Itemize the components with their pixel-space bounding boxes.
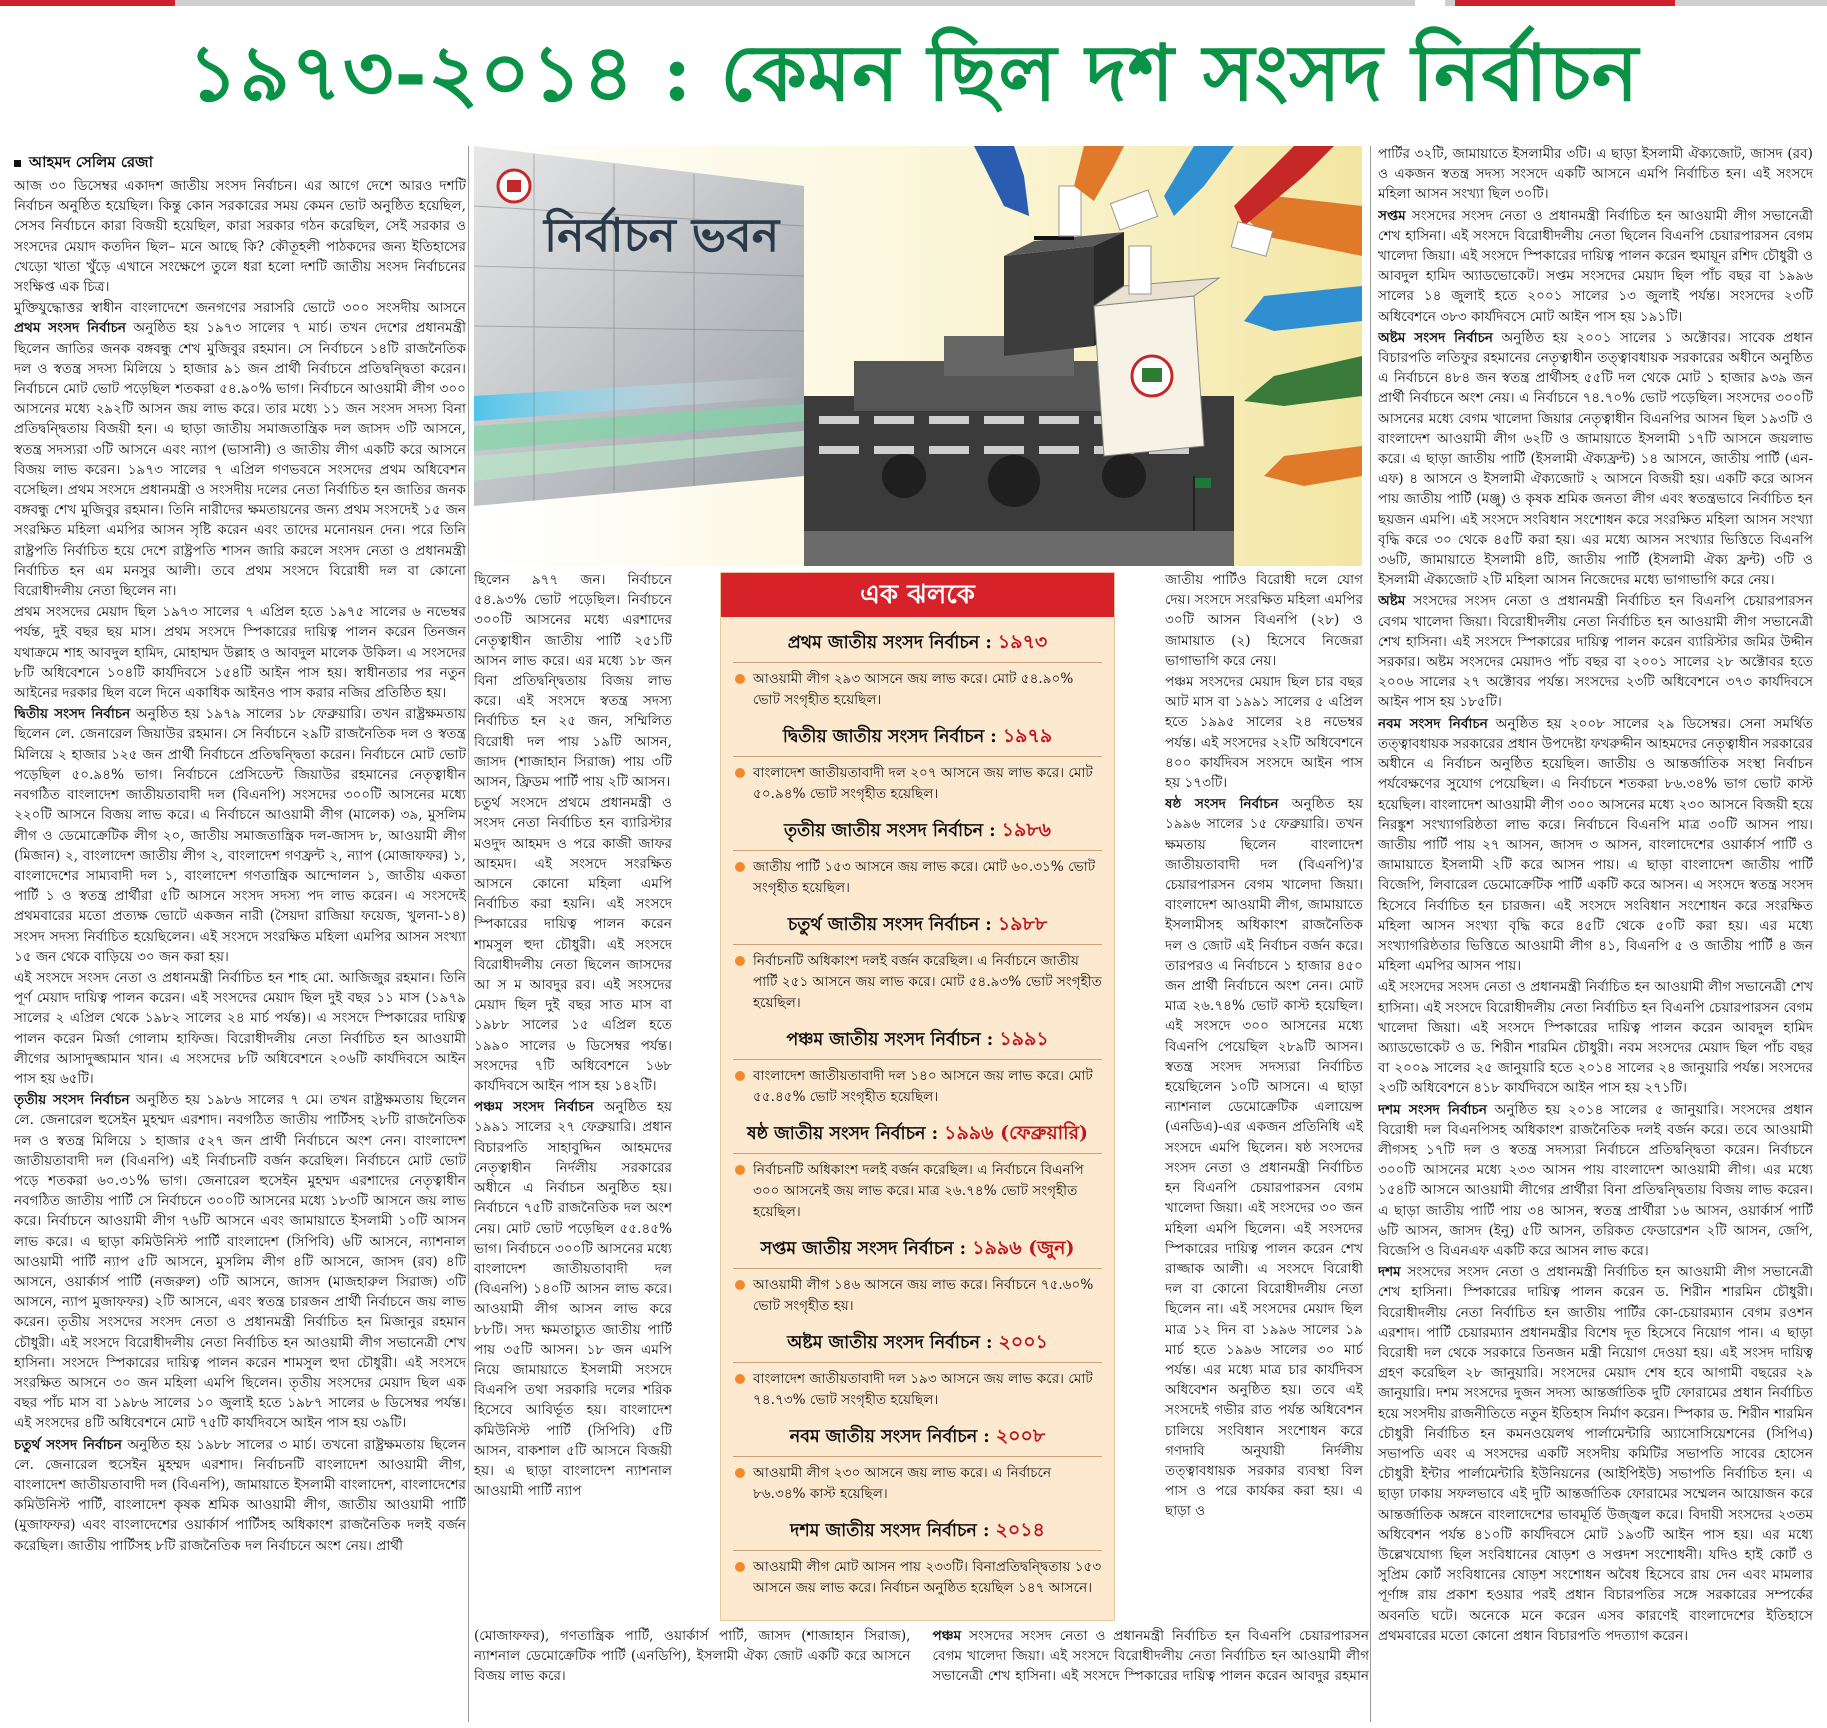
- election-year: ১৯৮৬: [1001, 819, 1052, 841]
- paragraph: [1378, 591, 1813, 712]
- paragraph: (মোজাফফর), গণতান্ত্রিক পার্টি, ওয়ার্কার্স পার্টি, জাসদ (শাজাহান সিরাজ), ন্যাশনাল ডেমোক্রেটিক পার্টি (এনডিপি), ইসলামী ঐক্য জোট একটি করে আসনে বিজয় লাভ করে।: [474, 1628, 911, 1685]
- section-lead: ষষ্ঠ সংসদ নির্বাচন: [1165, 796, 1279, 813]
- article-column-2: [474, 570, 672, 1620]
- glance-entry-title: [733, 1423, 1102, 1457]
- paragraph: ছিলেন ৯৭৭ জন। নির্বাচনে ৫৪.৯৩% ভোট পড়েছিল। নির্বাচনে ৩০০টি আসনের মধ্যে এরশাদের নেতৃত্বাধীন জাতীয় পার্টি ২৫১টি আসন লাভ করে। এর মধ্যে ১৮ জন বিনা প্রতিদ্বন্দ্বিতায় বিজয় লাভ করে। এই সংসদে স্বতন্ত্র সদস্য নির্বাচিত হন ২৫ জন, সম্মিলিত বিরোধী দল পায় ১৯টি আসন, জাসদ (শাজাহান সিরাজ) পায় ৩টি আসন, ফ্রিডম পার্টি পায় ২টি আসন।: [474, 572, 672, 791]
- paragraph: [1378, 1100, 1813, 1262]
- paragraph: পঞ্চম সংসদের মেয়াদ ছিল চার বছর আট মাস বা ১৯৯১ সালের ৫ এপ্রিল হতে ১৯৯৫ সালের ২৪ নভেম্বর পর্যন্ত। এই সংসদের ২২টি অধিবেশনে ৪০০ কার্যদিবস সংসদে আইন পাস হয় ১৭৩টি।: [1165, 674, 1363, 792]
- text: অনুষ্ঠিত হয় ১৯৯৬ সালের ১৫ ফেব্রুয়ারি। তখন ক্ষমতায় ছিলেন বাংলাদেশ জাতীয়তাবাদী দল (বিএনপি)'র চেয়ারপারসন বেগম খালেদা জিয়া। বাংলাদেশ আওয়ামী লীগ, জামায়াতে ইসলামীসহ অধিকাংশ রাজনৈতিক দল ও জোট এই নির্বাচন বর্জন করে। তারপরও এ নির্বাচনে ১ হাজার ৪৫০ জন প্রার্থী নির্বাচনে অংশ নেন। মোট মাত্র ২৬.৭৪% ভোট কাস্ট হয়েছিল। এই সংসদে ৩০০ আসনের মধ্যে বিএনপি পেয়েছিল ২৮৯টি আসন। স্বতন্ত্র সংসদ সদস্যরা নির্বাচিত হয়েছিলেন ১০টি আসনে। এ ছাড়া ন্যাশনাল ডেমোক্রেটিক এলায়েন্স (এনডিএ)-এর একজন প্রতিনিধি এই সংসদে এমপি ছিলেন। ষষ্ঠ সংসদের সংসদ নেতা ও প্রধানমন্ত্রী নির্বাচিত হন বিএনপি চেয়ারপারসন বেগম খালেদা জিয়া। এই সংসদের ৩০ জন মহিলা এমপি ছিলেন। এই সংসদের স্পিকারের দায়িত্ব পালন করেন শেখ রাজ্জাক আলী। এ সংসদে বিরোধী দল বা কোনো বিরোধীদলীয় নেতা ছিলেন না। এই সংসদের মেয়াদ ছিল মাত্র ১২ দিন বা ১৯৯৬ সালের ১৯ মার্চ হতে ১৯৯৬ সালের ৩০ মার্চ পর্যন্ত। এর মধ্যে মাত্র চার কার্যদিবস অধিবেশন অনুষ্ঠিত হয়। তবে এই সংসদেই গভীর রাত পর্যন্ত অধিবেশন চালিয়ে সংবিধান সংশোধন করে গণদাবি অনুযায়ী নির্দলীয় তত্ত্বাবধায়ক সরকার ব্যবস্থা বিল পাস ও পরে কার্যকর করা হয়। এ ছাড়া ও: [1165, 796, 1363, 1520]
- glance-entry-body: [733, 1463, 1102, 1505]
- glance-entry-text: বাংলাদেশ জাতীয়তাবাদী দল ২০৭ আসনে জয় লাভ করে। মোট ৫০.৯৪% ভোট সংগৃহীত হয়েছিল।: [753, 765, 1093, 802]
- election-name: ষষ্ঠ জাতীয় সংসদ নির্বাচন :: [746, 1124, 945, 1144]
- paragraph: আজ ৩০ ডিসেম্বর একাদশ জাতীয় সংসদ নির্বাচন। এর আগে দেশে আরও দশটি নির্বাচন অনুষ্ঠিত হয়েছিল। কিন্তু কোন সরকারের সময় কেমন ভোট অনুষ্ঠিত হয়েছিল, সেসব নির্বাচনে কারা বিজয়ী হয়েছিল, কারা সরকার গঠন করেছিল, সেই সরকার ও সংসদের মেয়াদ কতদিন ছিল– মনে আছে কি? কৌতূহলী পাঠকদের জন্য ইতিহাসের খেড়ো খাতা খুঁড়ে এখানে সংক্ষেপে তুলে ধরা হলো দশটি জাতীয় সংসদ নির্বাচনের সংক্ষিপ্ত এক চিত্র।: [14, 178, 466, 296]
- election-year: ২০১৪: [995, 1519, 1045, 1541]
- election-year: ১৯৯৬ (জুন): [972, 1237, 1075, 1259]
- paragraph: [14, 1435, 466, 1556]
- glance-entry: [721, 1423, 1114, 1505]
- glance-entry: [721, 629, 1114, 711]
- section-lead: দশম সংসদ নির্বাচন: [1378, 1101, 1487, 1118]
- glance-entry-body: [733, 1275, 1102, 1317]
- glance-entry-title: [733, 1517, 1102, 1551]
- glance-entry: [721, 723, 1114, 805]
- text: অনুষ্ঠিত হয় ২০০৮ সালের ২৯ ডিসেম্বর। সেনা সমর্থিত তত্ত্বাবধায়ক সরকারের প্রধান উপদেষ্টা ফখরুদ্দীন আহমদের নেতৃত্বাধীন সরকারের অধীনে এ নির্বাচন অনুষ্ঠিত হয়েছিল। জাতীয় ও আন্তর্জাতিক সংস্থা নির্বাচন পর্যবেক্ষণের সুযোগ পেয়েছিল। এ নির্বাচনে শতকরা ৮৬.৩৪% ভাগ ভোট কাস্ট হয়েছিল। বাংলাদেশ আওয়ামী লীগ ৩০০ আসনের মধ্যে ২৩০ আসনে বিজয়ী হয়ে নিরঙ্কুশ সংখ্যাগরিষ্ঠতা লাভ করে। নির্বাচনে বিএনপি মাত্র ৩০টি আসন পায়। জাতীয় পার্টি পায় ২৭ আসন, জাসদ ৩ আসন, বাংলাদেশের ওয়ার্কার্স পার্টি ও জামায়াতে ইসলামী ২টি করে আসন পায়। এ ছাড়া বাংলাদেশ জাতীয় পার্টি বিজেপি, লিবারেল ডেমোক্রেটিক পার্টি একটি করে আসন। এ সংসদে স্বতন্ত্র সংসদ হিসেবে নির্বাচিত হন চারজন। এই সংসদে সংবিধান সংশোধন করে সংরক্ষিত মহিলা আসন সংখ্যা বৃদ্ধি করে ৪৫টি থেকে ৫০টি করা হয়। এর মধ্যে সংখ্যাগরিষ্ঠতার ভিত্তিতে আওয়ামী লীগ ৪১, বিএনপি ৫ ও জাতীয় পার্টি ৪ জন মহিলা এমপির আসন পায়।: [1378, 715, 1813, 975]
- election-year: ১৯৭৩: [997, 631, 1048, 653]
- text: অনুষ্ঠিত হয় ২০১৪ সালের ৫ জানুয়ারি। সংসদের প্রধান বিরোধী দল বিএনপিসহ অধিকাংশ রাজনৈতিক দলই বর্জন করে। তবে আওয়ামী লীগসহ ১৭টি দল ও স্বতন্ত্র সদস্যরা নির্বাচনে প্রতিদ্বন্দ্বিতা করেন। নির্বাচনে ৩০০টি আসনের মধ্যে ২৩৩ আসন পায় বাংলাদেশ আওয়ামী লীগ। এর মধ্যে ১৫৪টি আসনে আওয়ামী লীগের প্রার্থীরা বিনা প্রতিদ্বন্দ্বিতায় বিজয় লাভ করেন। এ ছাড়া জাতীয় পার্টি পায় ৩৪ আসন, স্বতন্ত্র প্রার্থীরা ১৬ আসন, ওয়ার্কার্স পার্টি ৬টি আসন, জাসদ (ইনু) ৫টি আসন, তরিকত ফেডারেশন ২টি আসন, জেপি, বিজেপি ও বিএনএফ একটি করে আসন লাভ করে।: [1378, 1101, 1813, 1259]
- section-lead: পঞ্চম: [932, 1628, 962, 1644]
- text: অনুষ্ঠিত হয় ১৯৮৮ সালের ৩ মার্চ। তখনো রাষ্ট্রক্ষমতায় ছিলেন লে. জেনারেল হুসেইন মুহম্মদ এরশাদ। নির্বাচনটি বাংলাদেশ আওয়ামী লীগ, বাংলাদেশ জাতীয়তাবাদী দল (বিএনপি), জামায়াতে ইসলামী বাংলাদেশ, বাংলাদেশের কমিউনিস্ট পার্টি, বাংলাদেশ কৃষক শ্রমিক আওয়ামী লীগ, জাতীয় আওয়ামী পার্টি (মুজাফফর) এবং বাংলাদেশের ওয়ার্কার্স পার্টিসহ অধিকাংশ রাজনৈতিক দলই বর্জন করেছিল। জাতীয় পার্টিসহ ৮টি রাজনৈতিক দল নির্বাচনে অংশ নেয়। প্রার্থী: [14, 1436, 466, 1554]
- election-name: চতুর্থ জাতীয় সংসদ নির্বাচন :: [787, 915, 998, 935]
- byline-marker: [14, 160, 21, 167]
- paragraph: [14, 1090, 466, 1433]
- paragraph: চতুর্থ সংসদে প্রথমে প্রধানমন্ত্রী ও সংসদ নেতা নির্বাচিত হন ব্যারিস্টার মওদুদ আহমদ ও পরে কাজী জাফর আহমদ। এই সংসদে সংরক্ষিত আসনে কোনো মহিলা এমপি নির্বাচিত করা হয়নি। এই সংসদে স্পিকারের দায়িত্ব পালন করেন শামসুল হুদা চৌধুরী। এই সংসদে বিরোধীদলীয় নেতা ছিলেন জাসদের আ স ম আবদুর রব। এই সংসদের মেয়াদ ছিল দুই বছর সাত মাস বা ১৯৮৮ সালের ১৫ এপ্রিল হতে ১৯৯০ সালের ৬ ডিসেম্বর পর্যন্ত। সংসদের ৭টি অধিবেশনে ১৬৮ কার্যদিবসে আইন পাস হয় ১৪২টি।: [474, 795, 672, 1095]
- text: অনুষ্ঠিত হয় ২০০১ সালের ১ অক্টোবর। সাবেক প্রধান বিচারপতি লতিফুর রহমানের নেতৃত্বাধীন তত্ত্বাবধায়ক সরকারের অধীনে অনুষ্ঠিত এ নির্বাচনে ৪৮৪ জন স্বতন্ত্র প্রার্থীসহ ৫৫টি দল থেকে মোট ১ হাজার ৯৩৯ জন প্রার্থী নির্বাচনে অংশ নেয়। এ নির্বাচনে ৭৪.৭০% ভোট পড়েছিল। সংসদের ৩০০টি আসনের মধ্যে বেগম খালেদা জিয়ার নেতৃত্বাধীন বিএনপির আসন ছিল ১৯৩টি ও বাংলাদেশ আওয়ামী লীগ ৬২টি ও জামায়াতে ইসলামী ১৭টি আসনে জয়লাভ করে। এ ছাড়া জাতীয় পার্টি (ইসলামী ঐক্যফ্রন্ট) ১৪ আসনে, জাতীয় পার্টি (এন-এফ) ৪ আসনে ও ইসলামী ঐক্যজোট ২ আসনে বিজয়ী হয়। একটি করে আসন পায় জাতীয় পার্টি (মঞ্জু) ও কৃষক শ্রমিক জনতা লীগ এবং স্বতন্ত্রভাবে নির্বাচিত হন ছয়জন এমপি। এই সংসদে সংবিধান সংশোধন করে সংরক্ষিত মহিলা আসন সংখ্যা বৃদ্ধি করে ৩০ থেকে ৪৫টি করা হয়। এর মধ্যে আসন সংখ্যার ভিত্তিতে বিএনপি ৩৬টি, জামায়াতে ইসলামী ৪টি, জাতীয় পার্টি (ইসলামী ঐক্য ফ্রন্ট) ৩টি ও ইসলামী ঐক্যজোট ২টি মহিলা আসন নিজেদের মধ্যে ভাগাভাগি করে নেয়।: [1378, 329, 1813, 589]
- section-lead: অষ্টম: [1378, 593, 1406, 610]
- bullet-icon: [735, 768, 745, 778]
- glance-entry: [721, 1517, 1114, 1599]
- building-sign: নির্বাচন ভবন: [544, 208, 780, 262]
- glance-entry-title: [733, 723, 1102, 757]
- paragraph: [1378, 1262, 1813, 1646]
- bottom-text-strip: [474, 1626, 1369, 1722]
- top-bar-accent-right: [1455, 0, 1675, 6]
- glance-entry-title: [733, 1026, 1102, 1060]
- election-name: তৃতীয় জাতীয় সংসদ নির্বাচন :: [783, 821, 1002, 841]
- election-name: নবম জাতীয় সংসদ নির্বাচন :: [789, 1427, 996, 1447]
- bullet-icon: [735, 1468, 745, 1478]
- bullet-icon: [735, 1071, 745, 1081]
- paragraph: প্রথম সংসদের মেয়াদ ছিল ১৯৭৩ সালের ৭ এপ্রিল হতে ১৯৭৫ সালের ৬ নভেম্বর পর্যন্ত, দুই বছর ছয় মাস। প্রথম সংসদে স্পিকারের দায়িত্ব পালন করেন তিনজন যথাক্রমে শাহ আবদুল হামিদ, মোহাম্মদ উল্লাহ ও আবদুল মালেক উকিল। এ সংসদের ৮টি অধিবেশনে ১০৪টি কার্যদিবসে ১৫৪টি আইন পাস হয়। স্বাধীনতার পর নতুন আইনের দরকার ছিল বলে দিনে একাধিক আইনও পাস করার নজির প্রতিষ্ঠিত হয়।: [14, 604, 466, 702]
- glance-entry-text: নির্বাচনটি অধিকাংশ দলই বর্জন করেছিল। এ নির্বাচনে বিএনপি ৩০০ আসনেই জয় লাভ করে। মাত্র ২৬.৭৪% ভোট সংগৃহীত হয়েছিল।: [753, 1162, 1084, 1220]
- election-year: ২০০৮: [995, 1425, 1046, 1447]
- text: সংসদের সংসদ নেতা ও প্রধানমন্ত্রী নির্বাচিত হন বিএনপি চেয়ারপারসন বেগম খালেদা জিয়া। এই সংসদে বিরোধীদলীয় নেতা নির্বাচিত হন আওয়ামী লীগ সভানেত্রী শেখ হাসিনা। এই সংসদে স্পিকারের দায়িত্ব পালন করেন আবদুর রহমান: [932, 1628, 1369, 1685]
- glance-entry-title: [733, 1329, 1102, 1363]
- top-bar-accent-left: [0, 0, 175, 6]
- box-heading: এক ঝলকে: [721, 573, 1114, 617]
- glance-entry: [721, 817, 1114, 899]
- election-year: ১৯৯১: [999, 1028, 1049, 1050]
- article-column-1: [14, 150, 466, 1722]
- column-divider: [1370, 146, 1371, 1722]
- paragraph: এই সংসদের সংসদ নেতা ও প্রধানমন্ত্রী নির্বাচিত হন আওয়ামী লীগ সভানেত্রী শেখ হাসিনা। এই সংসদে বিরোধীদলীয় নেতা নির্বাচিত হন বিএনপি চেয়ারপারসন বেগম খালেদা জিয়া। এই সংসদে স্পিকারের দায়িত্ব পালন করেন আবদুল হামিদ অ্যাডভোকেট ও ড. শিরীন শারমিন চৌধুরী। নবম সংসদের মেয়াদ ছিল পাঁচ বছর বা ২০০৯ সালের ২৫ জানুয়ারি হতে ২০১৪ সালের ২৪ জানুয়ারি পর্যন্ত। সংসদের ২৩টি অধিবেশনে ৪১৮ কার্যদিবসে আইন পাস হয় ২৭১টি।: [1378, 979, 1813, 1097]
- text: অনুষ্ঠিত হয় ১৯৭৩ সালের ৭ মার্চ। তখন দেশের প্রধানমন্ত্রী ছিলেন জাতির জনক বঙ্গবন্ধু শেখ মুজিবুর রহমান। সে নির্বাচনে ১৪টি রাজনৈতিক দল ও স্বতন্ত্র সদস্য মিলিয়ে ১ হাজার ৯১ জন প্রার্থী নির্বাচনে প্রতিদ্বন্দ্বিতা করেন। নির্বাচনে মোট ভোট পড়েছিল শতকরা ৫৪.৯০% ভাগ। নির্বাচনে আওয়ামী লীগ ৩০০ আসনের মধ্যে ২৯২টি আসন জয় লাভ করে। তার মধ্যে ১১ জন সংসদ সদস্য বিনা প্রতিদ্বন্দ্বিতায় বিজয়ী হন। এ ছাড়া জাতীয় সমাজতান্ত্রিক দল জাসদ ৩টি আসনে, স্বতন্ত্র সদস্যরা ৩টি আসনে এবং ন্যাপ (ভাসানী) ও জাতীয় লীগ একটি করে আসনে বিজয় লাভ করেন। ১৯৭৩ সালের ৭ এপ্রিল গণভবনে সংসদের প্রথম অধিবেশন বসেছিল। প্রথম সংসদে প্রধানমন্ত্রী ও সংসদীয় দলের নেতা নির্বাচিত হন জাতির জনক বঙ্গবন্ধু শেখ মুজিবুর রহমান। তিনি নারীদের ক্ষমতায়নের জন্য প্রথম সংসদেই ১৫ জন সংরক্ষিত মহিলা এমপির আসন সৃষ্টি করেন এবং তাদের মনোনয়ন দেন। পরে তিনি রাষ্ট্রপতি নির্বাচিত হয়ে দেশে রাষ্ট্রপতি শাসন জারি করলে সংসদ নেতা ও প্রধানমন্ত্রী নির্বাচিত হন এম মনসুর আলী। তবে প্রথম সংসদে বিরোধী দল বা কোনো বিরোধীদলীয় নেতা ছিলেন না।: [14, 320, 466, 600]
- text: অনুষ্ঠিত হয় ১৯৭৯ সালের ১৮ ফেব্রুয়ারি। তখন রাষ্ট্রক্ষমতায় ছিলেন লে. জেনারেল জিয়াউর রহমান। সে নির্বাচনে ২৯টি রাজনৈতিক দল ও স্বতন্ত্র মিলিয়ে ২ হাজার ১২৫ জন প্রার্থী নির্বাচনে প্রতিদ্বন্দ্বিতা করেন। নির্বাচনে মোট ভোট পড়েছিল ৫০.৯৪% ভাগ। নির্বাচনে প্রেসিডেন্ট জিয়াউর রহমানের নেতৃত্বাধীন নবগঠিত বাংলাদেশ জাতীয়তাবাদী দল (বিএনপি) সংসদের ৩০০টি আসনের মধ্যে ২২০টি আসনে বিজয় লাভ করে। এ নির্বাচনে আওয়ামী লীগ (মালেক) ৩৯, মুসলিম লীগ ও ডেমোক্রেটিক লীগ ২০, জাতীয় সমাজতান্ত্রিক দল-জাসদ ৮, আওয়ামী লীগ (মিজান) ২, বাংলাদেশ জাতীয় লীগ ২, বাংলাদেশ গণফ্রন্ট ২, ন্যাপ (মোজাফফর) ১, বাংলাদেশের সাম্যবাদী দল ১, বাংলাদেশ গণতান্ত্রিক আন্দোলন ১, জাতীয় একতা পার্টি ১ ও স্বতন্ত্র প্রার্থীরা ৫টি আসনে সংসদ সদস্য পদ লাভ করেন। এ সংসদেই প্রথমবারের মতো প্রত্যক্ষ ভোটে একজন নারী (সৈয়দা রাজিয়া ফয়েজ, খুলনা-১৪) সংসদ সদস্য নির্বাচিত হয়েছিলেন। এই সংসদে সংরক্ষিত মহিলা এমপির আসন সংখ্যা ১৫ জন থেকে বাড়িয়ে ৩০ জন করা হয়।: [14, 706, 466, 965]
- glance-entry-text: জাতীয় পার্টি ১৫৩ আসনে জয় লাভ করে। মোট ৬০.৩১% ভোট সংগৃহীত হয়েছিল।: [753, 859, 1096, 896]
- glance-entry-title: [733, 1120, 1102, 1154]
- paragraph: [474, 1097, 672, 1501]
- paragraph: এই সংসদে সংসদ নেতা ও প্রধানমন্ত্রী নির্বাচিত হন শাহ মো. আজিজুর রহমান। তিনি পূর্ণ মেয়াদ দায়িত্ব পালন করেন। এই সংসদের মেয়াদ ছিল দুই বছর ১১ মাস (১৯৭৯ সালের ২ এপ্রিল থেকে ১৯৮২ সালের ২৪ মার্চ পর্যন্ত)। এ সংসদে স্পিকারের দায়িত্ব পালন করেন মির্জা গোলাম হাফিজ। বিরোধীদলীয় নেতা নির্বাচিত হন আওয়ামী লীগের আসাদুজ্জামান খান। এ সংসদের ৮টি অধিবেশনে ২০৬টি কার্যদিবসে আইন পাস হয় ৬৫টি।: [14, 969, 466, 1087]
- glance-entry: [721, 911, 1114, 1014]
- bullet-icon: [735, 1165, 745, 1175]
- at-a-glance-box: [720, 572, 1115, 1621]
- top-color-bar: [0, 0, 1827, 6]
- paragraph: [14, 704, 466, 967]
- bullet-icon: [735, 1562, 745, 1572]
- election-name: সপ্তম জাতীয় সংসদ নির্বাচন :: [760, 1239, 973, 1259]
- text: সংসদের সংসদ নেতা ও প্রধানমন্ত্রী নির্বাচিত হন বিএনপি চেয়ারপারসন বেগম খালেদা জিয়া। বিরোধীদলীয় নেতা নির্বাচিত হন আওয়ামী লীগ সভানেত্রী শেখ হাসিনা। এই সংসদে স্পিকারের দায়িত্ব পালন করেন ব্যারিস্টার জমির উদ্দীন সরকার। অষ্টম সংসদের মেয়াদও পাঁচ বছর বা ২০০১ সালের ২৮ অক্টোবর হতে ২০০৬ সালের ২৭ অক্টোবর পর্যন্ত। সংসদের ২৩টি অধিবেশনে ৩৭৩ কার্যদিবসে আইন পাস হয় ১৮৫টি।: [1378, 593, 1813, 711]
- election-name: প্রথম জাতীয় সংসদ নির্বাচন :: [787, 633, 998, 653]
- glance-entry-body: [733, 1066, 1102, 1108]
- section-lead: দ্বিতীয় সংসদ নির্বাচন: [14, 706, 131, 723]
- glance-entries: [721, 629, 1114, 1599]
- paragraph: জাতীয় পার্টিও বিরোধী দলে যোগ দেয়। সংসদে সংরক্ষিত মহিলা এমপির ৩০টি আসন বিএনপি (২৮) ও জামায়াত (২) হিসেবে নিজেরা ভাগাভাগি করে নেয়।: [1165, 572, 1363, 669]
- glance-entry-text: আওয়ামী লীগ ২৩০ আসনে জয় লাভ করে। এ নির্বাচনে ৮৬.৩৪% কাস্ট হয়েছিল।: [753, 1465, 1052, 1502]
- bullet-icon: [735, 956, 745, 966]
- author-name: আহমদ সেলিম রেজা: [29, 153, 153, 171]
- article-column-5: [1378, 144, 1813, 1722]
- column-divider: [468, 146, 469, 1722]
- glance-entry-body: [733, 1160, 1102, 1223]
- paragraph: [1378, 328, 1813, 591]
- election-year: ১৯৭৯: [1002, 725, 1053, 747]
- paragraph: [14, 298, 466, 601]
- bullet-icon: [735, 674, 745, 684]
- glance-entry-text: আওয়ামী লীগ ১৪৬ আসনে জয় লাভ করে। নির্বাচনে ৭৫.৬০% ভোট সংগৃহীত হয়।: [753, 1277, 1094, 1314]
- section-lead: প্রথম সংসদ নির্বাচন: [14, 320, 127, 337]
- election-name: পঞ্চম জাতীয় সংসদ নির্বাচন :: [786, 1030, 1000, 1050]
- paragraph: [1378, 206, 1813, 327]
- paragraph: [1165, 794, 1363, 1521]
- paragraph: পার্টির ৩২টি, জামায়াতে ইসলামীর ৩টি। এ ছাড়া ইসলামী ঐক্যজোট, জাসদ (রব) ও একজন স্বতন্ত্র সদস্য সংসদে একটি আসনে এমপি নির্বাচিত হন। এই সংসদে মহিলা আসন সংখ্যা ছিল ৩০টি।: [1378, 146, 1813, 203]
- top-bar-gap: [1415, 0, 1445, 6]
- article-column-4: [1165, 570, 1363, 1620]
- election-name: দশম জাতীয় সংসদ নির্বাচন :: [790, 1521, 996, 1541]
- election-year: ২০০১: [998, 1331, 1048, 1353]
- glance-entry: [721, 1026, 1114, 1108]
- bullet-icon: [735, 1374, 745, 1384]
- election-year: ১৯৮৮: [997, 913, 1048, 935]
- glance-entry-title: [733, 817, 1102, 851]
- glance-entry-body: [733, 1557, 1102, 1599]
- text: অনুষ্ঠিত হয় ১৯৯১ সালের ২৭ ফেব্রুয়ারি। প্রধান বিচারপতি সাহাবুদ্দিন আহমদের নেতৃত্বাধীন নির্দলীয় সরকারের অধীনে এ নির্বাচন অনুষ্ঠিত হয়। নির্বাচনে ৭৫টি রাজনৈতিক দল অংশ নেয়। মোট ভোট পড়েছিল ৫৫.৪৫% ভাগ। নির্বাচনে ৩০০টি আসনের মধ্যে বাংলাদেশ জাতীয়তাবাদী দল (বিএনপি) ১৪০টি আসন লাভ করে। আওয়ামী লীগ আসন লাভ করে ৮৮টি। সদ্য ক্ষমতাচ্যুত জাতীয় পার্টি পায় ৩৫টি আসন। ১৮ জন এমপি নিয়ে জামায়াতে ইসলামী সংসদে বিএনপি তথা সরকারি দলের শরিক হিসেবে আবির্ভূত হয়। বাংলাদেশ কমিউনিস্ট পার্টি (সিপিবি) ৫টি আসন, বাকশাল ৫টি আসনে বিজয়ী হয়। এ ছাড়া বাংলাদেশ ন্যাশনাল আওয়ামী পার্টি ন্যাপ: [474, 1099, 672, 1500]
- election-illustration: [474, 146, 1362, 566]
- text: সংসদের সংসদ নেতা ও প্রধানমন্ত্রী নির্বাচিত হন আওয়ামী লীগ সভানেত্রী শেখ হাসিনা। স্পিকারের দায়িত্ব পালন করেন ড. শিরীন শারমিন চৌধুরী। বিরোধীদলীয় নেতা নির্বাচিত হন জাতীয় পার্টির কো-চেয়ারম্যান বেগম রওশন এরশাদ। পার্টি চেয়ারম্যান প্রধানমন্ত্রীর বিশেষ দূত হিসেবে নিয়োগ পান। এ ছাড়া বিরোধী দল থেকে সরকারে তিনজন মন্ত্রী নিয়োগ দেওয়া হয়। এই সংসদ দায়িত্ব গ্রহণ করেছিল ২৮ জানুয়ারি। সংসদের মেয়াদ শেষ হবে আগামী বছরের ২৯ জানুয়ারি। দশম সংসদের দুজন সদস্য আন্তর্জাতিক দুটি ফোরামের প্রধান নির্বাচিত হয়ে সংসদীয় রাজনীতিতে নতুন ইতিহাস নির্মাণ করেন। স্পিকার ড. শিরীন শারমিন চৌধুরী নির্বাচিত হন কমনওয়েলথ পার্লামেন্টারি অ্যাসোসিয়েশনের (সিপিএ) সভাপতি এবং এ সংসদের একটি সংসদীয় কমিটির সভাপতি সাবের হোসেন চৌধুরী ইন্টার পার্লামেন্টারি ইউনিয়নের (আইপিইউ) সভাপতি নির্বাচিত হন। এ ছাড়া ঢাকায় সফলভাবে এই দুটি আন্তর্জাতিক ফোরামের সম্মেলন আয়োজন করে আন্তর্জাতিক অঙ্গনে বাংলাদেশের ভাবমূর্তি উজ্জ্বল করে। বিদায়ী সংসদের ২৩তম অধিবেশন পর্যন্ত ৪১০টি কার্যদিবসে মোট ১৯৩টি আইন পাস হয়। এর মধ্যে উল্লেখযোগ্য ছিল সংবিধানের ষোড়শ ও সপ্তদশ সংশোধনী। যদিও হাই কোর্ট ও সুপ্রিম কোর্ট সংবিধানের ষোড়শ সংশোধন অবৈধ হিসেবে রায় দেন এবং মামলার পূর্ণাঙ্গ রায় প্রকাশ হওয়ার পরই প্রধান বিচারপতির সঙ্গে সরকারের সম্পর্কের অবনতি ঘটে। অনেকে মনে করেন এসব কারণেই বাংলাদেশের ইতিহাসে প্রথমবারের মতো কোনো প্রধান বিচারপতি পদত্যাগ করেন।: [1378, 1264, 1813, 1644]
- glance-entry: [721, 1329, 1114, 1411]
- glance-entry: [721, 1235, 1114, 1317]
- section-lead: অষ্টম সংসদ নির্বাচন: [1378, 329, 1494, 346]
- byline: [14, 150, 466, 174]
- paragraph: [933, 1626, 1370, 1722]
- illustration-graphic: [474, 146, 1362, 566]
- election-name: দ্বিতীয় জাতীয় সংসদ নির্বাচন :: [782, 727, 1003, 747]
- glance-entry-title: [733, 1235, 1102, 1269]
- glance-entry-body: [733, 951, 1102, 1014]
- election-name: অষ্টম জাতীয় সংসদ নির্বাচন :: [787, 1333, 999, 1353]
- section-lead: তৃতীয় সংসদ নির্বাচন: [14, 1092, 130, 1109]
- text: সংসদের সংসদ নেতা ও প্রধানমন্ত্রী নির্বাচিত হন আওয়ামী লীগ সভানেত্রী শেখ হাসিনা। এই সংসদে বিরোধীদলীয় নেতা ছিলেন বিএনপি চেয়ারপারসন বেগম খালেদা জিয়া। এই সংসদে স্পিকারের দায়িত্ব পালন করেন হুমায়ূন রশিদ চৌধুরী ও আবদুল হামিদ অ্যাডভোকেট। সপ্তম সংসদের মেয়াদ ছিল পাঁচ বছর বা ১৯৯৬ সালের ১৪ জুলাই হতে ২০০১ সালের ১৩ জুলাই পর্যন্ত। সংসদের ২৩টি অধিবেশনে ৩৮৩ কার্যদিবসে মোট আইন পাস হয় ১৯১টি।: [1378, 207, 1813, 325]
- glance-entry: [721, 1120, 1114, 1223]
- section-lead: নবম সংসদ নির্বাচন: [1378, 715, 1488, 732]
- glance-entry-title: [733, 911, 1102, 945]
- glance-entry-text: আওয়ামী লীগ মোট আসন পায় ২৩৩টি। বিনাপ্রতিদ্বন্দ্বিতায় ১৫৩ আসনে জয় লাভ করে। নির্বাচন অনুষ্ঠিত হয়েছিল ১৪৭ আসনে।: [753, 1559, 1102, 1596]
- text: অনুষ্ঠিত হয় ১৯৮৬ সালের ৭ মে। তখন রাষ্ট্রক্ষমতায় ছিলেন লে. জেনারেল হুসেইন মুহম্মদ এরশাদ। নবগঠিত জাতীয় পার্টিসহ ২৮টি রাজনৈতিক দল ও স্বতন্ত্র মিলিয়ে ১ হাজার ৫২৭ জন প্রার্থী নির্বাচনে অংশ নেন। বাংলাদেশ জাতীয়তাবাদী দল (বিএনপি) এই নির্বাচনটি বর্জন করেছিল। নির্বাচনে মোট ভোট পড়ে শতকরা ৬০.৩১% ভাগ। জেনারেল হুসেইন মুহম্মদ এরশাদের নেতৃত্বাধীন নবগঠিত জাতীয় পার্টি সে নির্বাচনে ৩০০টি আসনের মধ্যে ১৮৩টি আসনে জয় লাভ করে। নির্বাচনে আওয়ামী লীগ ৭৬টি আসনে এবং জামায়াতে ইসলামী ১০টি আসন লাভ করে। এ ছাড়া কমিউনিস্ট পার্টি বাংলাদেশ (সিপিবি) ৬টি আসনে, ন্যাশনাল আওয়ামী পার্টি ন্যাপ ৫টি আসনে, মুসলিম লীগ ৪টি আসনে, জাসদ (রব) ৪টি আসনে, ওয়ার্কার্স পার্টি (নজরুল) ৩টি আসনে, জাসদ (মাজহারুল সিরাজ) ৩টি আসনে, ন্যাপ মুজাফফর) ২টি আসনে, এবং স্বতন্ত্র চারজন প্রার্থী নির্বাচনে জয় লাভ করেন। তৃতীয় সংসদের সংসদ নেতা ও প্রধানমন্ত্রী নির্বাচিত হন মিজানুর রহমান চৌধুরী। এই সংসদে বিরোধীদলীয় নেতা নির্বাচিত হন আওয়ামী লীগ সভানেত্রী শেখ হাসিনা। সংসদে স্পিকারের দায়িত্ব পালন করেন শামসুল হুদা চৌধুরী। এই সংসদে সংরক্ষিত আসনে ৩০ জন মহিলা এমপি ছিলেন। তৃতীয় সংসদের মেয়াদ ছিল এক বছর পাঁচ মাস বা ১৯৮৬ সালের ১০ জুলাই হতে ১৯৮৭ সালের ৬ ডিসেম্বর পর্যন্ত। এই সংসদের ৪টি অধিবেশনে মোট ৭৫টি কার্যদিবসে আইন পাস হয় ৩৯টি।: [14, 1092, 466, 1432]
- glance-entry-text: আওয়ামী লীগ ২৯৩ আসনে জয় লাভ করে। মোট ৫৪.৯০% ভোট সংগৃহীত হয়েছিল।: [753, 671, 1074, 708]
- glance-entry-body: [733, 857, 1102, 899]
- section-lead: চতুর্থ সংসদ নির্বাচন: [14, 1436, 122, 1453]
- page-headline: ১৯৭৩-২০১৪ : কেমন ছিল দশ সংসদ নির্বাচন: [187, 28, 1640, 119]
- paragraph: [1378, 714, 1813, 977]
- election-year: ১৯৯৬ (ফেব্রুয়ারি): [944, 1122, 1089, 1144]
- section-lead: দশম: [1378, 1264, 1401, 1281]
- glance-entry-text: বাংলাদেশ জাতীয়তাবাদী দল ১৯৩ আসনে জয় লাভ করে। মোট ৭৪.৭৩% ভোট সংগৃহীত হয়েছিল।: [753, 1371, 1093, 1408]
- glance-entry-title: [733, 629, 1102, 663]
- section-lead: সপ্তম: [1378, 207, 1406, 224]
- glance-entry-text: নির্বাচনটি অধিকাংশ দলই বর্জন করেছিল। এ নির্বাচনে জাতীয় পার্টি ২৫১ আসনে জয় লাভ করে। মোট ৫৪.৯৩% ভোট সংগৃহীত হয়েছিল।: [753, 953, 1102, 1011]
- glance-entry-text: বাংলাদেশ জাতীয়তাবাদী দল ১৪০ আসনে জয় লাভ করে। মোট ৫৫.৪৫% ভোট সংগৃহীত হয়েছিল।: [753, 1068, 1093, 1105]
- glance-entry-body: [733, 1369, 1102, 1411]
- glance-entry-body: [733, 763, 1102, 805]
- text: মুক্তিযুদ্ধোত্তর স্বাধীন বাংলাদেশে জনগণের সরাসরি ভোটে ৩০০ সংসদীয় আসনে: [14, 300, 466, 317]
- section-lead: পঞ্চম সংসদ নির্বাচন: [474, 1099, 594, 1116]
- bullet-icon: [735, 1280, 745, 1290]
- bullet-icon: [735, 862, 745, 872]
- glance-entry-body: [733, 669, 1102, 711]
